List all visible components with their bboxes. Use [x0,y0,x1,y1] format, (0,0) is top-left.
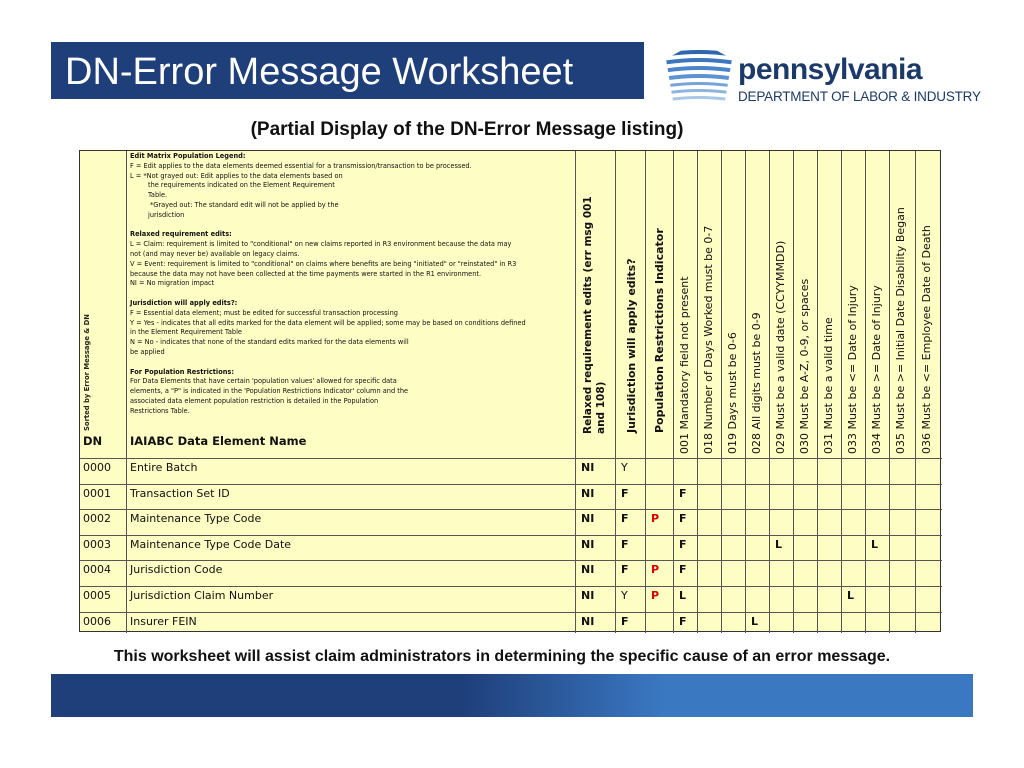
table-cell: L [679,589,687,602]
legend-line: be applied [130,347,165,356]
table-cell: NI [581,563,595,577]
legend-line: jurisdiction [148,210,185,219]
footer-note: This worksheet will assist claim administrators in determining the specific cause of an error message. [113,648,891,665]
table-cell: P [651,563,660,577]
title-banner [51,42,644,99]
legend-line: Edit Matrix Population Legend: [130,152,246,160]
sorted-by-label: Sorted by Error Message & DN [83,314,91,431]
table-cell: F [679,486,687,500]
column-header-vertical: Population Restrictions Indicator [653,228,666,433]
column-header-vertical: 035 Must be >= Initial Date Disability Began [894,207,907,454]
legend-line: Restrictions Table. [130,406,190,415]
legend-line: For Data Elements that have certain 'population values' allowed for specific data [130,377,397,386]
table-cell: Jurisdiction Claim Number [130,589,274,602]
column-header-relaxed-edits: Relaxed requirement edits (err msg 001 and 108) [582,196,607,434]
keystone-icon [662,45,736,109]
table-cell: F [679,537,687,551]
legend-line: N = No - indicates that none of the standard edits marked for the data elements will [130,338,409,347]
table-cell: Jurisdiction Code [130,563,223,577]
table-cell: NI [581,486,595,500]
table-cell: L [847,589,855,602]
logo-wordmark: pennsylvania [738,53,923,86]
legend-line: Y = Yes - indicates that all edits marked for the data element will be applied; some may be based on conditions defined [130,318,526,327]
table-cell: Maintenance Type Code Date [130,537,292,551]
table-cell: L [751,614,759,628]
column-header-vertical: 018 Number of Days Worked must be 0-7 [702,225,715,454]
table-cell: NI [581,614,595,628]
column-header-dn: DN [83,434,103,448]
column-header-vertical: 029 Must be a valid date (CCYYMMDD) [774,240,787,454]
legend-line: L = Claim: requirement is limited to "conditional" on new claims reported in R3 environment because the data may [130,240,512,249]
table-cell: 0003 [83,537,111,551]
table-cell: P [651,589,660,602]
column-header-vertical: 030 Must be A-Z, 0-9, or spaces [798,278,811,454]
table-cell: F [679,512,687,526]
legend-line: the requirements indicated on the Element Requirement [148,181,335,190]
grid-line-horizontal [80,586,942,587]
footer-bar [51,674,973,717]
legend-line: V = Event: requirement is limited to "conditional" on claims where benefits are being "initiated" or "reinstated" in R3 [130,259,517,268]
legend-line: F = Essential data element; must be edited for successful transaction processing [130,308,398,317]
table-cell: F [621,486,629,500]
table-cell: F [621,563,629,577]
table-cell: NI [581,537,595,551]
grid-line-horizontal [80,560,942,561]
footer-bar-accent [663,674,973,717]
table-cell: 0001 [83,486,111,500]
table-cell: F [679,563,687,577]
column-header-vertical: 031 Must be a valid time [822,317,835,454]
legend-line: because the data may not have been collected at the time payments were started in the R1 environment. [130,269,482,278]
page-title: DN-Error Message Worksheet [65,51,574,93]
grid-line-horizontal [80,458,942,459]
page-subtitle [0,119,934,141]
legend-line: NI = No migration impact [130,279,215,288]
table-cell: F [621,512,629,526]
table-cell: L [775,537,783,551]
legend-line [130,221,575,231]
footer-bar-gradient [463,674,663,717]
table-cell: 0005 [83,589,111,602]
table-cell: L [871,537,879,551]
table-cell: Y [621,589,628,602]
legend-line [130,358,575,368]
table-cell: NI [581,589,595,602]
column-header-vertical: 028 All digits must be 0-9 [750,312,763,454]
table-cell: Y [621,461,628,474]
legend-line: in the Element Requirement Table [130,328,242,337]
legend-line: Table. [148,191,168,200]
legend-line: Relaxed requirement edits: [130,230,232,239]
table-cell: Entire Batch [130,461,198,474]
pennsylvania-logo [662,45,992,115]
column-header-element-name: IAIABC Data Element Name [130,434,307,448]
table-cell: NI [581,512,595,526]
column-header-vertical: 036 Must be <= Employee Date of Death [920,225,933,454]
table-cell: 0002 [83,512,111,526]
logo-department: DEPARTMENT OF LABOR & INDUSTRY [738,89,981,104]
legend-line: associated data element population restriction is detailed in the Population [130,396,379,405]
table-cell: P [651,512,660,526]
legend-block [130,152,575,432]
legend-line: not (and may never be) available on legacy claims. [130,249,300,258]
legend-line: For Population Restrictions: [130,367,234,376]
grid-line-horizontal [80,509,942,510]
legend-line: Jurisdiction will apply edits?: [130,298,238,307]
table-cell: Insurer FEIN [130,614,197,628]
column-header-vertical: 034 Must be >= Date of Injury [870,285,883,454]
error-matrix-table [79,150,941,632]
column-header-vertical: Jurisdiction will apply edits? [625,258,638,433]
subtitle-text: (Partial Display of the DN-Error Message listing) [250,119,684,140]
grid-line-horizontal [80,484,942,485]
table-cell: Maintenance Type Code [130,512,262,526]
table-cell: Transaction Set ID [130,486,230,500]
table-cell: 0004 [83,563,111,577]
table-cell: F [621,614,629,628]
legend-line: L = *Not grayed out: Edit applies to the data elements based on [130,171,343,180]
table-cell: 0000 [83,461,111,474]
table-cell: 0006 [83,614,111,628]
legend-line: elements, a "P" is indicated in the 'Population Restrictions Indicator' column and the [130,387,409,396]
column-header-vertical: 001 Mandatory field not present [678,276,691,454]
legend-line: F = Edit applies to the data elements deemed essential for a transmission/transaction to be processed. [130,161,472,170]
column-header-vertical: 019 Days must be 0-6 [726,332,739,454]
grid-line-horizontal [80,535,942,536]
legend-line [130,289,575,299]
column-header-vertical: 033 Must be <= Date of Injury [846,285,859,454]
table-cell: NI [581,461,595,474]
legend-line: *Grayed out: The standard edit will not be applied by the [150,200,339,209]
table-cell: F [621,537,629,551]
grid-line-horizontal [80,612,942,613]
table-cell: F [679,614,687,628]
